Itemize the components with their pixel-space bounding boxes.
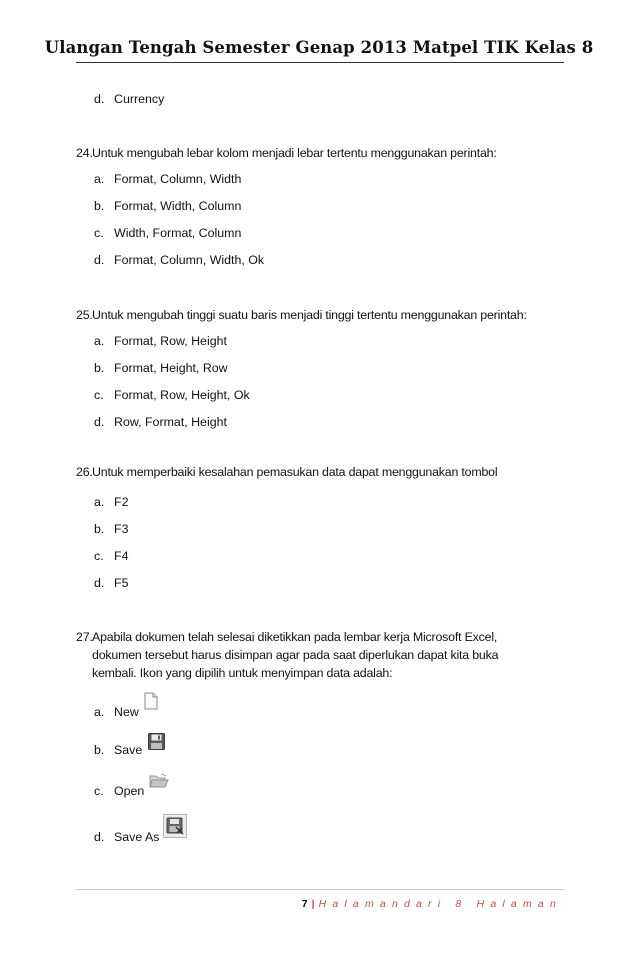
save-as-icon [163, 814, 187, 838]
option-letter: d. [94, 830, 105, 844]
option-text: Currency [114, 92, 165, 106]
option-letter: a. [94, 172, 105, 186]
question-text: Untuk memperbaiki kesalahan pemasukan data dapat menggunakan tombol [92, 465, 498, 479]
option-letter: d. [94, 92, 105, 106]
question-text-line-3: kembali. Ikon yang dipilih untuk menyimpan data adalah: [92, 666, 393, 680]
option-text: Format, Column, Width [114, 172, 242, 186]
option-text: New [114, 705, 139, 719]
option-letter: c. [94, 226, 104, 240]
option-text: F2 [114, 495, 129, 509]
question-text-line-1: Apabila dokumen telah selesai diketikkan pada lembar kerja Microsoft Excel, [92, 630, 498, 644]
option-letter: c. [94, 784, 104, 798]
save-floppy-icon [148, 733, 165, 750]
option-text: Width, Format, Column [114, 226, 242, 240]
option-text: Format, Column, Width, Ok [114, 253, 265, 267]
option-text: F5 [114, 576, 129, 590]
option-letter: c. [94, 388, 104, 402]
option-letter: b. [94, 522, 105, 536]
page-header-title: Ulangan Tengah Semester Genap 2013 Matpel TIK Kelas 8 [44, 38, 594, 57]
option-text: F3 [114, 522, 129, 536]
option-text: Save As [114, 830, 160, 844]
question-number: 26. [76, 465, 93, 479]
footer-separator: | [311, 898, 315, 910]
new-document-icon [144, 692, 158, 710]
option-letter: b. [94, 743, 105, 757]
footer-rule [76, 889, 564, 890]
page-footer [302, 898, 562, 910]
option-text: Format, Row, Height, Ok [114, 388, 250, 402]
option-text: Format, Row, Height [114, 334, 227, 348]
question-number: 27. [76, 630, 93, 644]
option-letter: d. [94, 253, 105, 267]
option-letter: b. [94, 199, 105, 213]
question-text-line-2: dokumen tersebut harus disimpan agar pada saat diperlukan dapat kita buka [92, 648, 499, 662]
option-letter: b. [94, 361, 105, 375]
option-letter: d. [94, 415, 105, 429]
question-number: 25. [76, 308, 93, 322]
option-letter: d. [94, 576, 105, 590]
question-number: 24. [76, 146, 93, 160]
option-letter: a. [94, 495, 105, 509]
option-text: Row, Format, Height [114, 415, 227, 429]
question-text: Untuk mengubah tinggi suatu baris menjadi tinggi tertentu menggunakan perintah: [92, 308, 527, 322]
option-text: Open [114, 784, 145, 798]
option-letter: a. [94, 334, 105, 348]
option-text: Save [114, 743, 143, 757]
footer-page-text: Halamandari 8 Halaman [318, 898, 562, 910]
option-text: F4 [114, 549, 129, 563]
option-text: Format, Width, Column [114, 199, 242, 213]
page-number: 7 [301, 898, 308, 910]
question-text: Untuk mengubah lebar kolom menjadi lebar tertentu menggunakan perintah: [92, 146, 497, 160]
option-text: Format, Height, Row [114, 361, 228, 375]
header-rule [76, 62, 564, 63]
option-letter: a. [94, 705, 105, 719]
option-letter: c. [94, 549, 104, 563]
open-folder-icon [149, 773, 169, 789]
